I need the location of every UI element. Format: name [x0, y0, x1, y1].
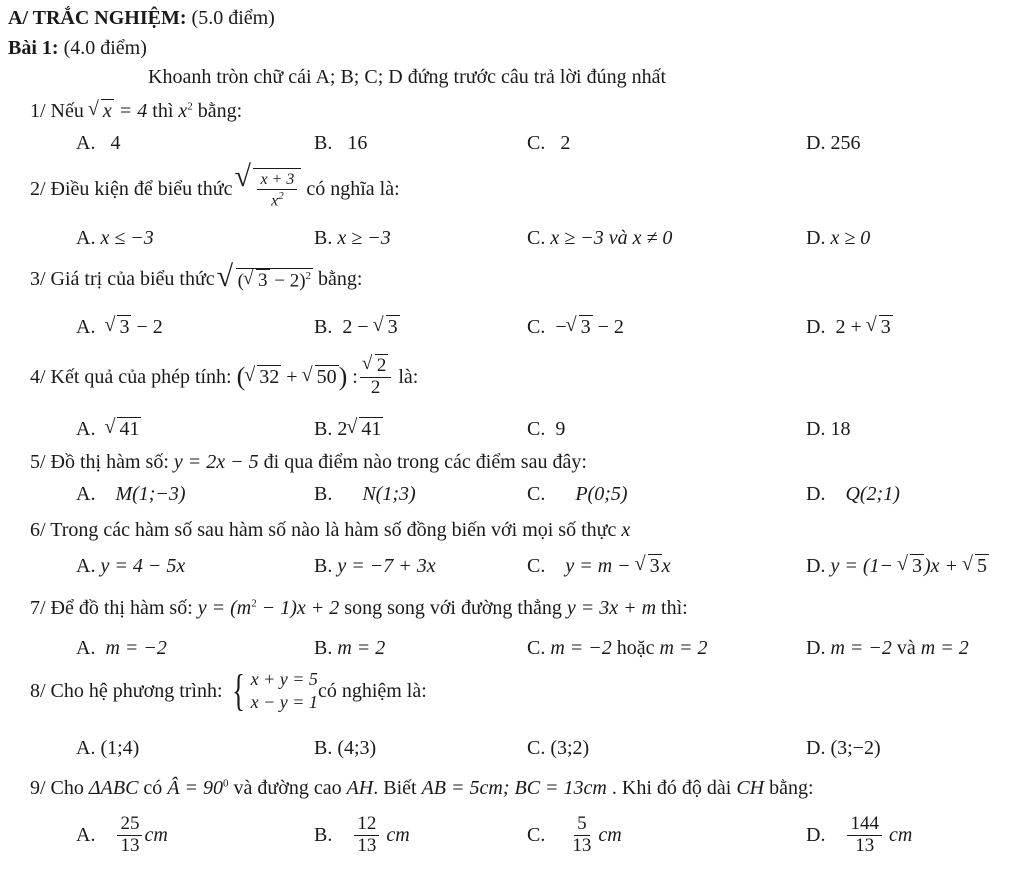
option-text: m = −2: [830, 637, 892, 659]
q1-var: x: [178, 100, 188, 122]
sqrt: [636, 556, 662, 576]
option-rad2: 5: [977, 555, 988, 577]
q3-open: (: [237, 270, 244, 292]
option-text: 4: [110, 132, 121, 154]
q4-rad1: 32: [259, 366, 280, 389]
q4-frac-num: 2: [376, 355, 387, 376]
option-text: N(1;3): [362, 483, 416, 505]
frac-den: 13: [120, 834, 140, 856]
option-rad: 41: [361, 418, 382, 440]
option-rad: 3: [880, 316, 891, 338]
sqrt: [898, 556, 924, 576]
option-text: m = 2: [337, 637, 386, 659]
q7-option-c[interactable]: [527, 638, 708, 658]
q4-frac: [360, 356, 392, 399]
question-5: [30, 452, 587, 472]
q3-prefix: 3/ Giá trị của biểu thức: [30, 268, 215, 291]
q2-option-d[interactable]: [806, 228, 870, 248]
option-text2: m = 2: [920, 637, 969, 659]
q2-sqrt: [237, 168, 301, 210]
sqrt: [105, 317, 131, 337]
option-after: − 2: [131, 316, 163, 338]
sqrt: [374, 317, 400, 337]
option-letter: A.: [76, 483, 96, 505]
option-letter: B.: [314, 555, 333, 577]
option-before: −: [555, 316, 567, 338]
option-letter: D.: [806, 316, 826, 338]
unit: cm: [386, 824, 410, 847]
option-text: (1;4): [100, 737, 140, 759]
q5-option-b[interactable]: [314, 484, 416, 504]
q3-inner-rad: 3: [258, 270, 268, 292]
q9-biet: . Biết: [373, 777, 417, 799]
question-1: [30, 101, 242, 121]
q6-option-d[interactable]: [806, 556, 989, 576]
q4-option-a[interactable]: [76, 419, 141, 439]
option-letter: B.: [314, 418, 333, 440]
section-points: (5.0 điểm): [191, 7, 275, 29]
q1-option-c[interactable]: [527, 133, 570, 153]
q5-option-d[interactable]: [806, 484, 900, 504]
q8-prefix: 8/ Cho hệ phương trình:: [30, 679, 223, 702]
q1-radicand: x: [102, 100, 112, 122]
sqrt: [567, 317, 593, 337]
q2-prefix: 2/ Điều kiện để biểu thức: [30, 177, 233, 200]
option-letter: A.: [76, 132, 96, 154]
question-7: [30, 598, 688, 618]
q7-func-b: − 1)x + 2: [256, 597, 340, 619]
sqrt: [347, 419, 383, 439]
q4-option-d[interactable]: [806, 419, 850, 439]
q4-suffix: là:: [398, 366, 419, 389]
option-text: m = −2: [550, 637, 612, 659]
option-letter: D.: [806, 483, 826, 505]
q8-eq1: x + y = 5: [250, 669, 318, 689]
q8-suffix: có nghiệm là:: [317, 679, 427, 702]
frac-num: 144: [847, 814, 882, 836]
q8-option-c[interactable]: [527, 738, 589, 758]
option-rad: 3: [911, 555, 922, 577]
q7-func-exp: 2: [251, 597, 257, 610]
q7-prefix: 7/ Để đồ thị hàm số:: [30, 597, 193, 619]
q2-option-b[interactable]: [314, 228, 391, 248]
option-rad: 3: [580, 316, 591, 338]
q9-deg: 0: [223, 777, 229, 790]
option-text: (4;3): [337, 737, 377, 759]
option-after: − 2: [592, 316, 624, 338]
option-text2: m = 2: [659, 637, 708, 659]
section-title: [8, 8, 275, 28]
option-letter: C.: [527, 637, 546, 659]
q9-ah: AH: [346, 777, 374, 799]
option-letter: A.: [76, 824, 96, 847]
q9-option-a[interactable]: [76, 814, 168, 857]
q1-suffix: bằng:: [197, 100, 243, 122]
q4-prefix: 4/ Kết quả của phép tính:: [30, 366, 232, 389]
instruction: Khoanh tròn chữ cái A; B; C; D đứng trước câu trả lời đúng nhất: [148, 66, 667, 88]
option-text: x ≥ 0: [830, 227, 871, 249]
q5-option-a[interactable]: [76, 484, 186, 504]
option-after: )x +: [923, 555, 964, 577]
q4-option-b[interactable]: [314, 419, 383, 439]
option-letter: A.: [76, 555, 96, 577]
option-rad: 3: [649, 555, 660, 577]
q4-colon: :: [352, 366, 358, 389]
option-rad: 3: [387, 316, 398, 338]
q2-num: √ x + 3: [257, 171, 297, 190]
q4-rad2: 50: [316, 366, 337, 389]
q8-system: { x + y = 5 x − y = 1: [231, 665, 318, 715]
q7-middle: song song với đường thẳng: [344, 597, 562, 619]
q1-sqrt: [89, 101, 114, 121]
lesson-label: Bài 1:: [8, 37, 59, 59]
q9-ch: CH: [736, 777, 765, 799]
option-letter: D.: [806, 132, 826, 154]
option-letter: A.: [76, 316, 96, 338]
question-8: [30, 665, 427, 715]
q3-option-b[interactable]: [314, 317, 400, 337]
q1-exp: 2: [187, 100, 193, 113]
q9-option-d[interactable]: [806, 814, 912, 857]
option-letter: B.: [314, 227, 333, 249]
q8-option-a[interactable]: [76, 738, 139, 758]
option-letter: C.: [527, 227, 546, 249]
option-text: 16: [347, 132, 368, 154]
q5-prefix: 5/ Đồ thị hàm số:: [30, 451, 169, 473]
option-text: x ≤ −3: [100, 227, 154, 249]
option-letter: C.: [527, 555, 546, 577]
frac-den: 13: [855, 834, 875, 856]
option-text: y = −7 + 3x: [337, 555, 436, 577]
q1-prefix: 1/ Nếu: [30, 100, 84, 122]
q7-func-a: y = (m: [197, 597, 252, 619]
option-letter: B.: [314, 483, 333, 505]
option-rad: 3: [119, 316, 130, 338]
q3-option-d[interactable]: [806, 317, 893, 337]
option-letter: A.: [76, 227, 96, 249]
q8-option-b[interactable]: [314, 738, 376, 758]
question-4: 4/ Kết quả của phép tính: ( √ 32 + √ 50 ) : √ $\frac{2}{2}$ là:: [30, 356, 418, 399]
q9-option-b[interactable]: [314, 814, 410, 857]
frac-den: 13: [572, 834, 592, 856]
q7-option-d[interactable]: [806, 638, 969, 658]
q6-option-a[interactable]: [76, 556, 185, 576]
option-text: P(0;5): [575, 483, 628, 505]
option-text: 9: [555, 418, 566, 440]
question-9: [30, 778, 814, 798]
option-letter: C.: [527, 132, 546, 154]
option-text: (3;2): [550, 737, 590, 759]
sqrt: [867, 317, 893, 337]
option-after: x: [661, 555, 671, 577]
q4-frac-den: 2: [370, 376, 381, 398]
frac-num: 12: [354, 814, 379, 836]
q3-option-a[interactable]: [76, 317, 163, 337]
unit: cm: [888, 824, 913, 847]
section-label: A/ TRẮC NGHIỆM:: [8, 7, 187, 29]
option-conj: và: [896, 637, 916, 659]
option-text: 18: [830, 418, 851, 440]
option-letter: B.: [314, 132, 333, 154]
q9-co: có: [143, 777, 163, 799]
q1-option-d[interactable]: [806, 133, 860, 153]
q9-angle: Â = 90: [167, 777, 224, 799]
q2-option-c[interactable]: [527, 228, 672, 248]
option-letter: C.: [527, 418, 546, 440]
q2-den-exp: 2: [278, 189, 284, 202]
option-text: x ≥ −3: [337, 227, 391, 249]
q9-prefix: 9/ Cho: [30, 777, 84, 799]
q3-inner-rest: − 2): [269, 270, 306, 292]
frac-den: 13: [357, 834, 377, 856]
option-before: y = (1−: [830, 555, 898, 577]
option-text: (3;−2): [830, 737, 881, 759]
q4-sqrt2: [303, 367, 339, 387]
sqrt: [963, 556, 989, 576]
option-text: m = −2: [105, 637, 167, 659]
q6-option-b[interactable]: [314, 556, 436, 576]
lesson-title: [8, 38, 147, 58]
q3-suffix: bằng:: [318, 268, 363, 291]
option-letter: C.: [527, 316, 546, 338]
q1-cond: = 4: [118, 100, 148, 122]
q7-suffix: thì:: [661, 597, 688, 619]
option-before: 2: [337, 418, 348, 440]
option-letter: A.: [76, 418, 96, 440]
q9-triangle: ΔABC: [88, 777, 139, 799]
q6-var: x: [621, 519, 631, 541]
q9-option-c[interactable]: [527, 814, 622, 857]
option-text: M(1;−3): [115, 483, 186, 505]
option-letter: B.: [314, 824, 333, 847]
q3-inner-sqrt: [244, 271, 270, 290]
frac-num: 25: [117, 814, 142, 836]
q7-option-a[interactable]: [76, 638, 167, 658]
option-letter: D.: [806, 555, 826, 577]
q4-plus: +: [286, 366, 298, 389]
option-conj: hoặc: [616, 637, 655, 659]
option-letter: B.: [314, 637, 333, 659]
option-letter: B.: [314, 737, 333, 759]
q2-suffix: có nghĩa là:: [306, 177, 400, 200]
option-letter: C.: [527, 737, 546, 759]
option-before: y = m −: [565, 555, 636, 577]
option-rad: 41: [119, 418, 140, 440]
option-letter: D.: [806, 418, 826, 440]
q6-option-c[interactable]: [527, 556, 671, 576]
option-letter: B.: [314, 316, 333, 338]
q3-exp: 2: [305, 270, 312, 282]
q5-suffix: đi qua điểm nào trong các điểm sau đây:: [263, 451, 587, 473]
q7-option-b[interactable]: [314, 638, 385, 658]
q9-mid: và đường cao: [233, 777, 342, 799]
option-letter: D.: [806, 824, 826, 847]
option-letter: C.: [527, 824, 546, 847]
q2-option-a[interactable]: [76, 228, 154, 248]
question-2: [30, 168, 400, 210]
option-text: x ≥ −3 và x ≠ 0: [550, 227, 673, 249]
q2-den: x: [271, 191, 279, 209]
frac-num: 5: [574, 814, 590, 836]
q5-func: y = 2x − 5: [173, 451, 259, 473]
q1-mid: thì: [152, 100, 174, 122]
question-3: [30, 268, 362, 290]
q9-suffix: bằng:: [769, 777, 814, 799]
lesson-points: (4.0 điểm): [63, 37, 147, 59]
option-letter: A.: [76, 737, 96, 759]
option-before: 2 +: [835, 316, 867, 338]
q8-eq2: x − y = 1: [250, 691, 318, 712]
sqrt: [105, 419, 141, 439]
option-letter: D.: [806, 227, 826, 249]
option-before: 2 −: [342, 316, 374, 338]
q1-option-b[interactable]: [314, 133, 367, 153]
q8-option-d[interactable]: [806, 738, 881, 758]
option-text: Q(2;1): [845, 483, 900, 505]
q4-sqrt1: [245, 367, 281, 387]
option-letter: D.: [806, 637, 826, 659]
option-text: 256: [830, 132, 861, 154]
option-letter: C.: [527, 483, 546, 505]
q7-line: y = 3x + m: [566, 597, 657, 619]
option-letter: A.: [76, 637, 96, 659]
q3-sqrt: [220, 268, 313, 290]
q9-tail: . Khi đó độ dài: [611, 777, 732, 799]
option-text: y = 4 − 5x: [100, 555, 186, 577]
q1-option-a[interactable]: [76, 133, 120, 153]
unit: cm: [598, 824, 622, 847]
option-text: 2: [560, 132, 571, 154]
unit: cm: [144, 824, 168, 847]
q6-text: 6/ Trong các hàm số sau hàm số nào là hàm số đồng biến với mọi số thực: [30, 519, 617, 541]
q3-option-c[interactable]: [527, 317, 624, 337]
question-6: [30, 520, 630, 540]
q5-option-c[interactable]: [527, 484, 628, 504]
option-letter: D.: [806, 737, 826, 759]
q9-given: AB = 5cm; BC = 13cm: [421, 777, 607, 799]
q4-option-c[interactable]: [527, 419, 565, 439]
